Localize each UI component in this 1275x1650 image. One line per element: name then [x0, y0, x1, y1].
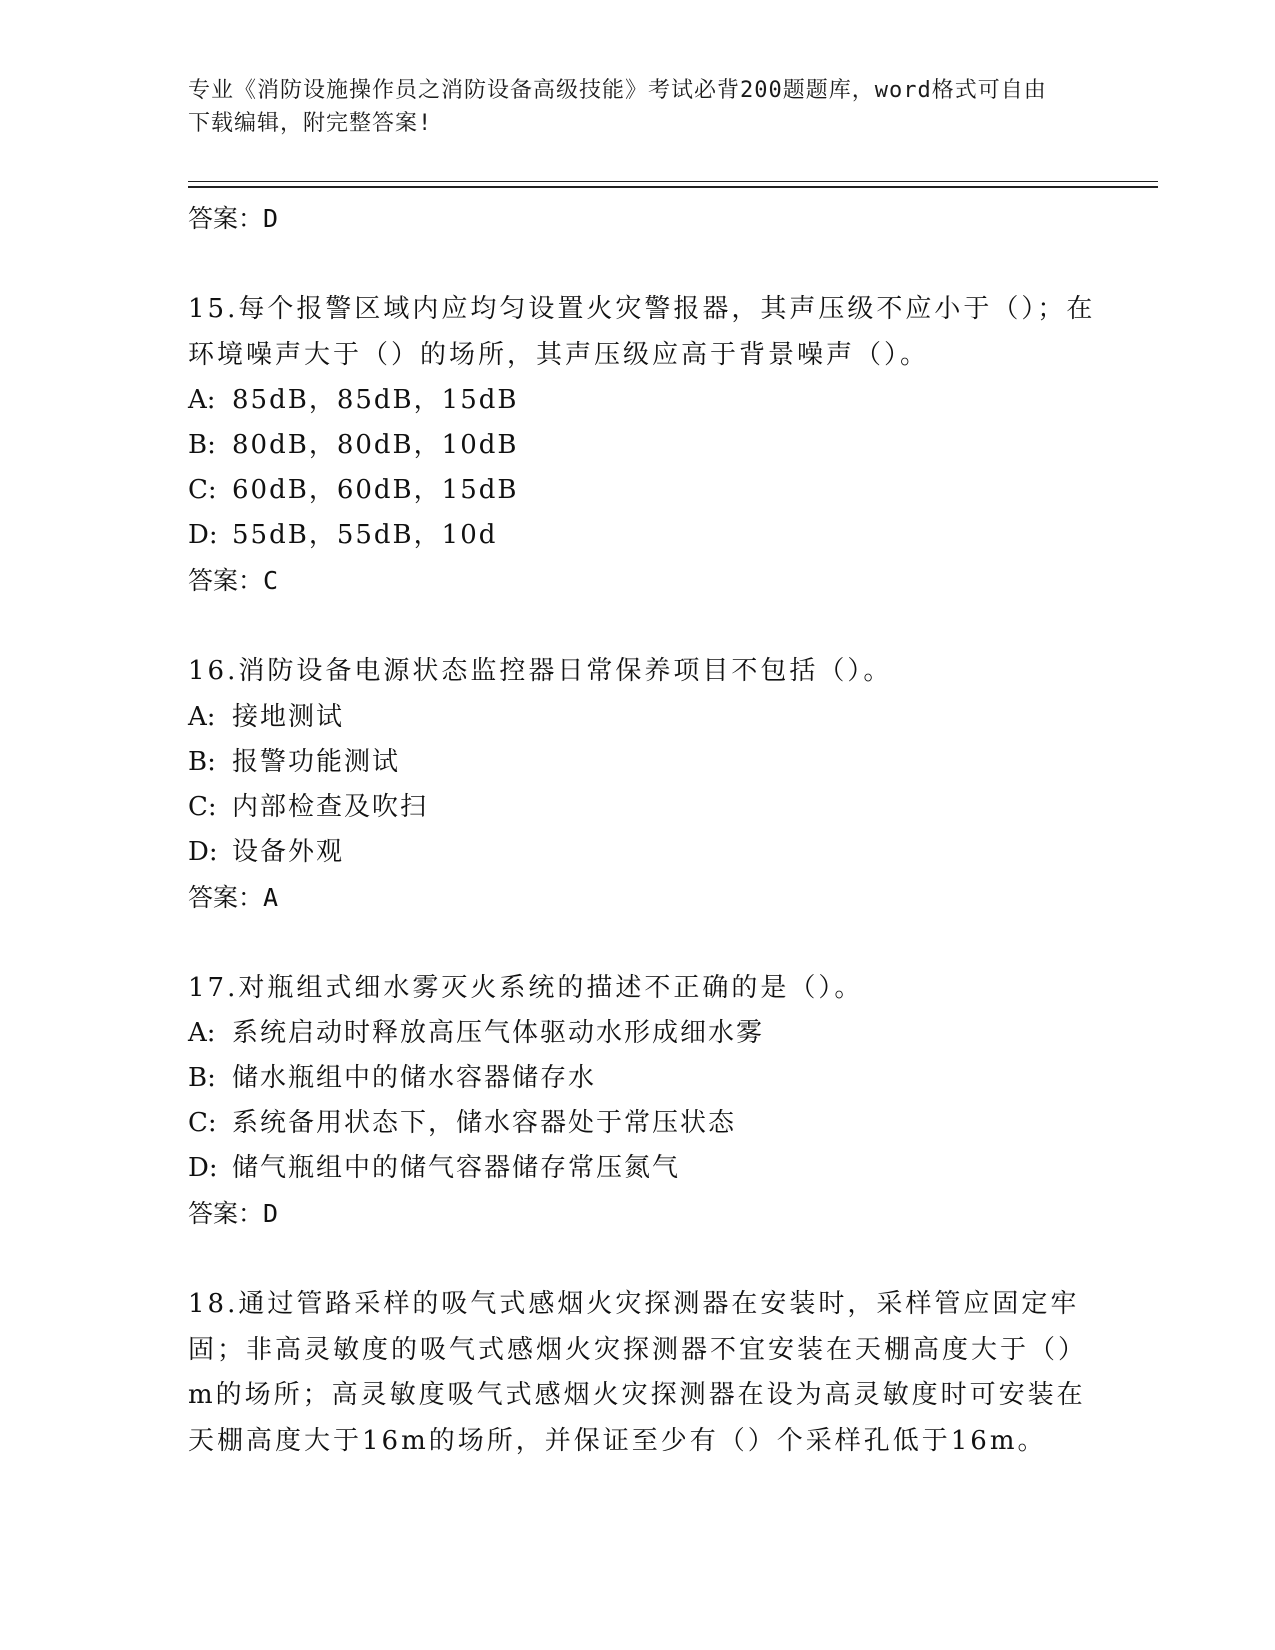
question-16 — [188, 649, 1108, 920]
option-text: 内部检查及吹扫 — [232, 791, 429, 822]
document-content — [188, 188, 1108, 1464]
question-18 — [188, 1282, 1108, 1464]
option-c — [188, 1101, 1108, 1146]
option-text: 设备外观 — [232, 836, 345, 867]
option-text: 80dB，80dB，10dB — [232, 430, 519, 460]
option-d — [188, 513, 1108, 558]
option-b — [188, 740, 1108, 785]
option-key: B: — [188, 1063, 216, 1093]
question-stem: 15.每个报警区域内应均匀设置火灾警报器，其声压级不应小于（）；在环境噪声大于（）的场所，其声压级应高于背景噪声（）。 — [188, 294, 1096, 370]
option-c — [188, 785, 1108, 830]
option-d — [188, 1146, 1108, 1191]
question-17 — [188, 966, 1108, 1237]
question-stem: 18.通过管路采样的吸气式感烟火灾探测器在安装时，采样管应固定牢固；非高灵敏度的吸气式感烟火灾探测器不宜安装在天棚高度大于（）m的场所；高灵敏度吸气式感烟火灾探测器在设为高灵敏度时可安装在天棚高度大于16m的场所，并保证至少有（）个采样孔低于16m。 — [188, 1289, 1088, 1456]
option-d — [188, 830, 1108, 875]
option-c — [188, 468, 1108, 513]
option-b — [188, 1056, 1108, 1101]
previous-answer: 答案：D — [188, 204, 279, 233]
option-text: 接地测试 — [232, 701, 345, 732]
option-text: 储水瓶组中的储水容器储存水 — [232, 1063, 597, 1093]
option-text: 储气瓶组中的储气容器储存常压氮气 — [232, 1153, 681, 1183]
option-key: A: — [188, 1018, 216, 1048]
option-key: C: — [188, 1108, 217, 1138]
option-text: 85dB，85dB，15dB — [232, 385, 519, 415]
question-15 — [188, 287, 1108, 603]
answer-line: 答案：A — [188, 882, 279, 912]
answer-line: 答案：C — [188, 566, 279, 595]
option-key: A: — [188, 701, 216, 732]
option-key: D: — [188, 1153, 218, 1183]
option-key: D: — [188, 520, 218, 550]
option-key: C: — [188, 791, 217, 822]
option-text: 55dB，55dB，10d — [232, 520, 498, 550]
question-stem: 16.消防设备电源状态监控器日常保养项目不包括（）。 — [188, 656, 893, 686]
header-rule-thin — [188, 181, 1158, 182]
option-key: B: — [188, 430, 216, 460]
option-a — [188, 1011, 1108, 1056]
option-a — [188, 378, 1108, 423]
option-key: B: — [188, 746, 216, 777]
option-text: 60dB，60dB，15dB — [232, 475, 519, 505]
answer-line: 答案：D — [188, 1199, 279, 1228]
option-b — [188, 423, 1108, 468]
option-key: D: — [188, 836, 218, 867]
option-key: A: — [188, 385, 216, 415]
option-key: C: — [188, 475, 217, 505]
option-text: 系统备用状态下，储水容器处于常压状态 — [232, 1108, 737, 1138]
option-text: 报警功能测试 — [232, 746, 401, 777]
question-stem: 17.对瓶组式细水雾灭火系统的描述不正确的是（）。 — [188, 972, 864, 1003]
option-a — [188, 695, 1108, 740]
option-text: 系统启动时释放高压气体驱动水形成细水雾 — [232, 1018, 765, 1048]
document-header: 专业《消防设施操作员之消防设备高级技能》考试必背200题题库，word格式可自由下载编辑，附完整答案! — [188, 78, 1047, 136]
